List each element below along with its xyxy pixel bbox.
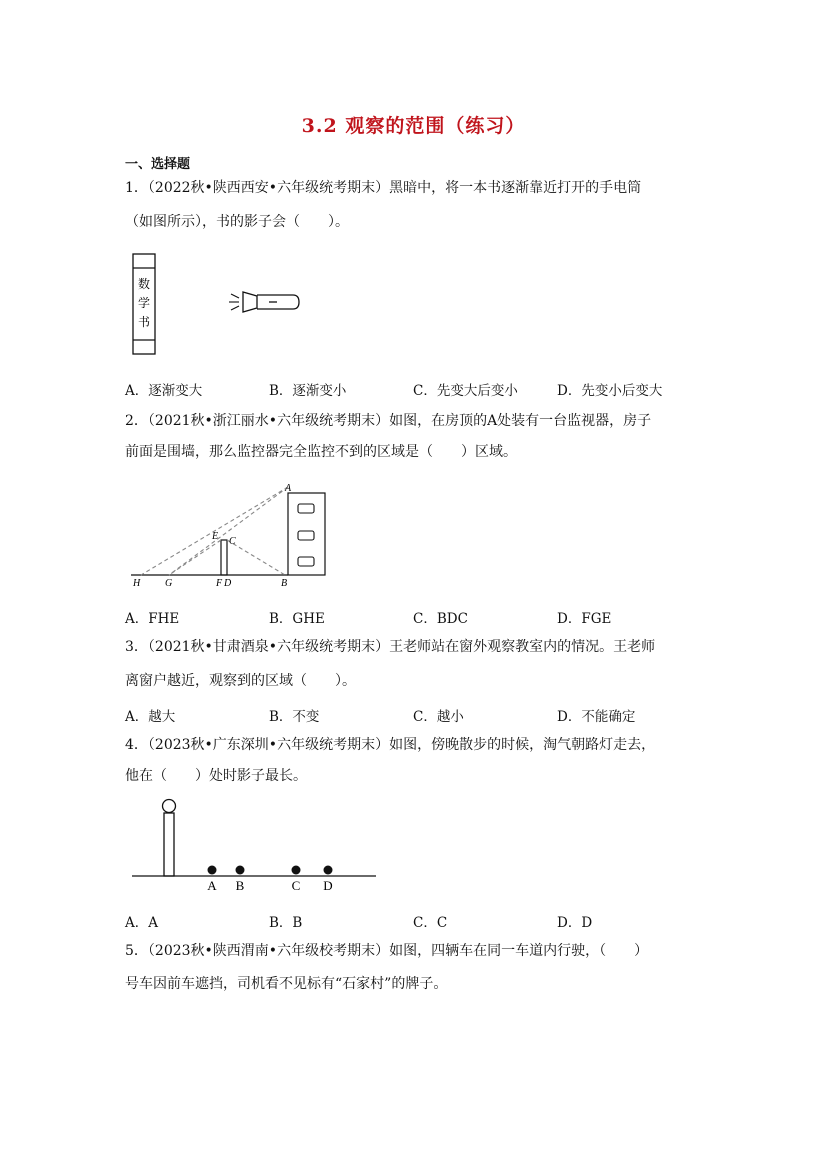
wall — [221, 540, 227, 575]
question-5-line-1 — [125, 940, 648, 962]
question-text: （2021秋•甘肃酒泉•六年级统考期末）王老师站在窗外观察教室内的情况。王老师 — [147, 639, 656, 655]
point-a — [208, 866, 217, 875]
surveillance-figure — [125, 482, 335, 594]
label-g: G — [165, 578, 173, 589]
option-a[interactable]: A．越大 — [125, 709, 176, 725]
option-b[interactable]: B．B — [269, 915, 303, 931]
label-a: A — [207, 878, 217, 893]
window-icon — [298, 531, 314, 540]
question-5-line-2: 号车因前车遮挡，司机看不见标有“石家村”的牌子。 — [125, 976, 448, 992]
lamp-post — [164, 813, 174, 876]
streetlight-figure — [125, 794, 385, 894]
option-d[interactable]: D．FGE — [557, 611, 612, 627]
label-c: C — [229, 536, 236, 547]
label-b: B — [235, 878, 245, 893]
book-char-1: 数 — [137, 277, 151, 291]
question-1-line-1 — [125, 177, 641, 199]
book-flashlight-figure — [125, 248, 325, 360]
option-b[interactable]: B．逐渐变小 — [269, 383, 347, 399]
flashlight-icon — [243, 292, 299, 312]
point-d — [324, 866, 333, 875]
option-c[interactable]: C．BDC — [413, 611, 468, 627]
option-c[interactable]: C．先变大后变小 — [413, 383, 518, 399]
option-b[interactable]: B．GHE — [269, 611, 325, 627]
question-number: 3． — [125, 639, 148, 655]
label-c: C — [291, 878, 301, 893]
question-1-line-2: （如图所示），书的影子会（ ）。 — [125, 214, 349, 230]
lamp-icon — [163, 800, 176, 813]
question-3-line-2: 离窗户越近，观察到的区域（ ）。 — [125, 673, 356, 689]
window-icon — [298, 557, 314, 566]
light-rays-icon — [229, 294, 239, 310]
building — [288, 493, 325, 575]
question-text: （2021秋•浙江丽水•六年级统考期末）如图，在房顶的A处装有一台监视器，房子 — [147, 413, 652, 429]
option-a[interactable]: A．逐渐变大 — [125, 383, 203, 399]
option-c[interactable]: C．C — [413, 915, 448, 931]
book-char-3: 书 — [137, 315, 151, 329]
label-f: F — [216, 578, 223, 589]
window-icon — [298, 504, 314, 513]
label-h: H — [133, 578, 141, 589]
option-c[interactable]: C．越小 — [413, 709, 464, 725]
question-number: 1． — [125, 180, 148, 196]
question-3-line-1 — [125, 636, 655, 658]
page-title: 3.2 观察的范围（练习） — [301, 115, 526, 137]
question-4-line-1 — [125, 734, 655, 756]
question-number: 2． — [125, 413, 148, 429]
option-d[interactable]: D．D — [557, 915, 593, 931]
option-d[interactable]: D．不能确定 — [557, 709, 636, 725]
question-4-line-2: 他在（ ）处时影子最长。 — [125, 768, 307, 784]
option-a[interactable]: A．FHE — [125, 611, 180, 627]
section-heading: 一、选择题 — [125, 157, 191, 172]
option-a[interactable]: A．A — [125, 915, 158, 931]
question-number: 4． — [125, 737, 148, 753]
point-b — [236, 866, 245, 875]
label-b: B — [281, 578, 288, 589]
question-text: （2023秋•陕西渭南•六年级校考期末）如图，四辆车在同一车道内行驶，（ ） — [147, 943, 649, 959]
option-b[interactable]: B．不变 — [269, 709, 320, 725]
book-char-2: 学 — [137, 296, 151, 310]
question-number: 5． — [125, 943, 148, 959]
label-d: D — [224, 578, 232, 589]
option-d[interactable]: D．先变小后变大 — [557, 383, 663, 399]
question-2-line-1 — [125, 410, 651, 432]
label-a: A — [285, 483, 292, 494]
point-c — [292, 866, 301, 875]
question-2-line-2: 前面是围墙，那么监控器完全监控不到的区域是（ ）区域。 — [125, 444, 517, 460]
label-e: E — [212, 531, 219, 542]
label-d: D — [323, 878, 333, 893]
question-text: （2023秋•广东深圳•六年级统考期末）如图，傍晚散步的时候，淘气朝路灯走去， — [147, 737, 656, 753]
question-text: （2022秋•陕西西安•六年级统考期末）黑暗中，将一本书逐渐靠近打开的手电筒 — [147, 180, 642, 196]
